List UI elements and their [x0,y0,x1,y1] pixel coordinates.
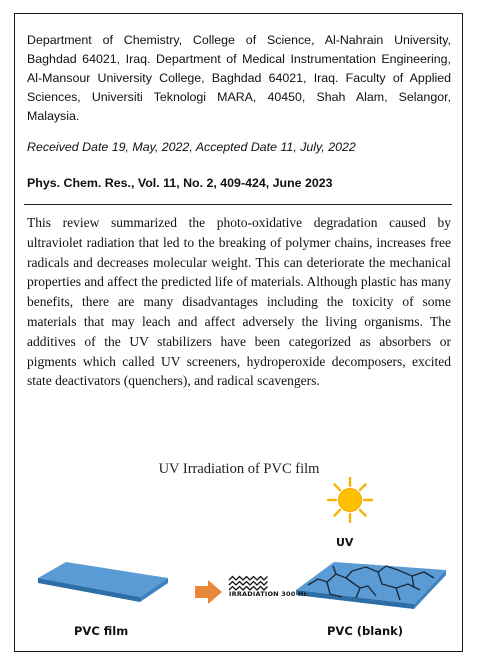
arrow-right-icon [195,580,222,604]
affiliations: Department of Chemistry, College of Science, Al-Nahrain University, Baghdad 64021, Iraq. Department of Medical Instrumentation Engineering, Al-Mansour University College, Baghdad 64021, Iraq. Faculty of Applied Sciences, Universiti Teknologi MARA, 40450, Shah Alam, Selangor, Malaysia. [27,33,451,123]
abstract-text: This review summarized the photo-oxidative degradation caused by ultraviolet radiation that led to the breaking of polymer chains, increases free radicals and decreases molecular weight. This can deteriorate the mechanical properties and affect the predicted life of materials. Although plastic has many benefits, there are many disadvantages including the toxicity of some materials that may leach and affect adversely the living organisms. The additives of the UV stabilizers have been categorized as absorbers or pigments which called UV screeners, hydroperoxide decomposers, excited state deactivators (quenchers), and radical scavengers. [27,215,451,389]
pvc-blank-label: PVC (blank) [327,624,404,638]
received-accepted-dates: Received Date 19, May, 2022, Accepted Date 11, July, 2022 [27,140,356,154]
wave-icon [229,577,268,591]
journal-reference: Phys. Chem. Res., Vol. 11, No. 2, 409-424, June 2023 [27,176,333,190]
pvc-film-label: PVC film [74,624,129,638]
pvc-film-sheet [38,562,168,602]
sun-icon [328,478,372,522]
irradiation-label: IRRADIATION 300 Hr. [229,590,309,598]
cracked-film-sheet [296,562,446,609]
uv-label: UV [336,536,354,549]
graphical-abstract-title: UV Irradiation of PVC film [158,461,320,477]
